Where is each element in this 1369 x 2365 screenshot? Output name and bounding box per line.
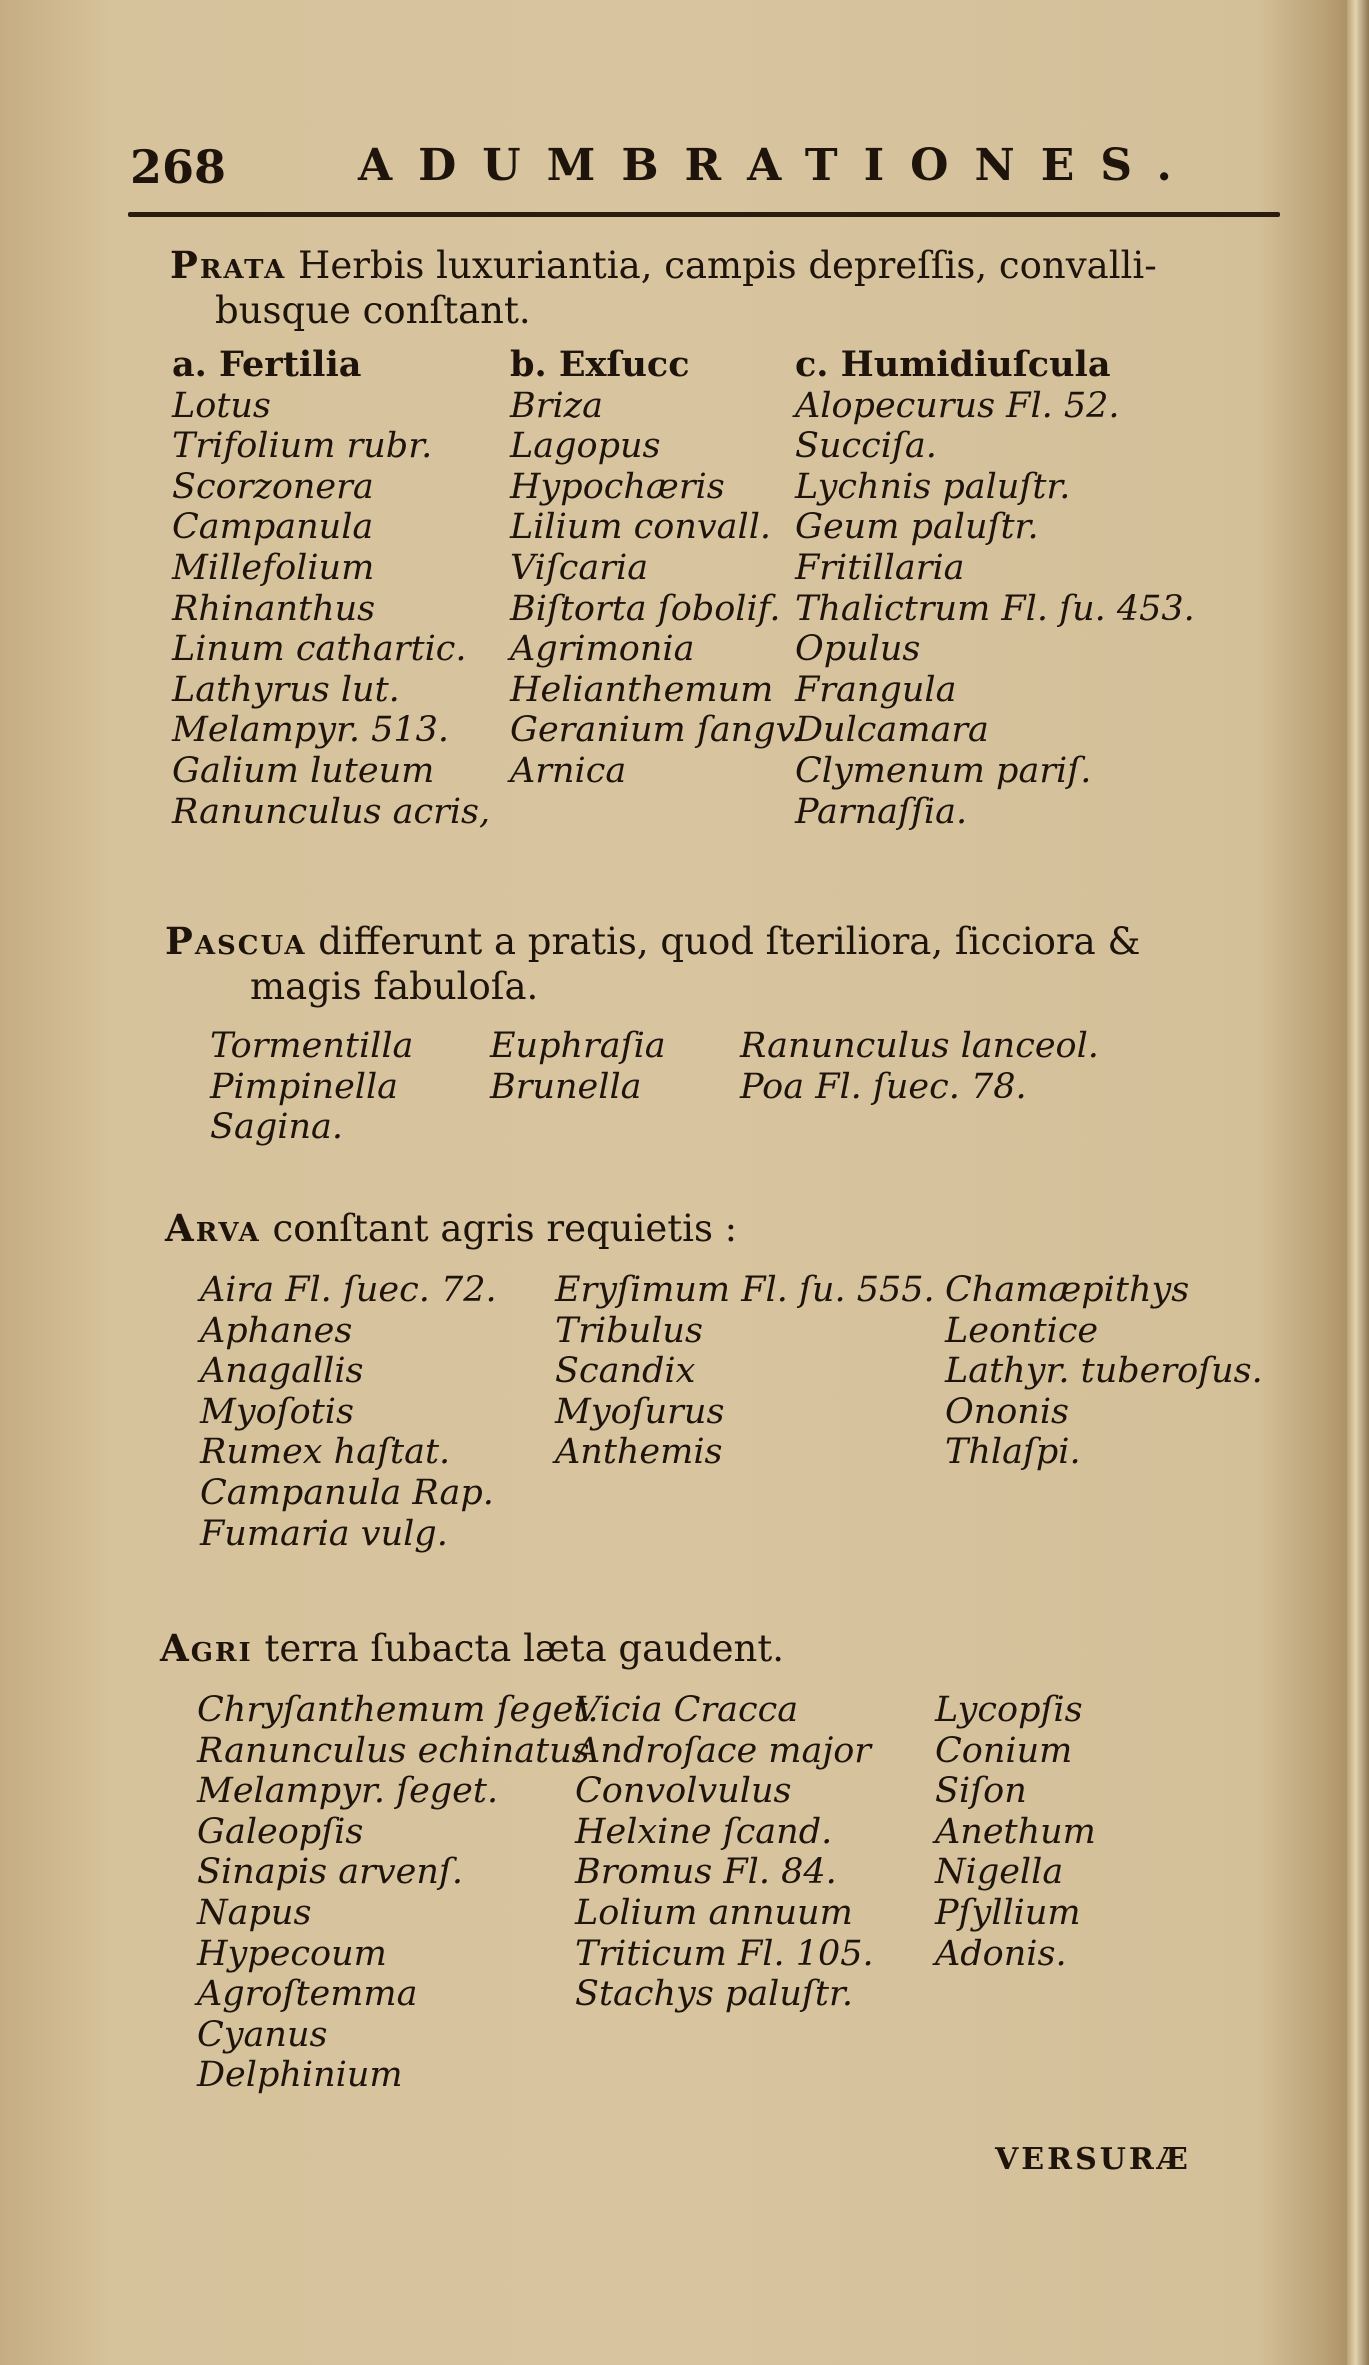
pascua-column-a (210, 1026, 413, 1148)
pascua-column-b (490, 1026, 666, 1107)
list-item: Aphanes (200, 1310, 353, 1351)
list-item: Geranium ſangv. (510, 710, 803, 751)
list-item: Geum paluſtr. (795, 507, 1039, 548)
list-item: Agrimonia (510, 629, 695, 670)
list-item: Parnaſſia. (795, 791, 968, 832)
list-item: Lotus (172, 385, 271, 426)
list-item: Hypecoum (197, 1933, 387, 1974)
list-item: Sagina. (210, 1107, 343, 1148)
list-item: Clymenum pariſ. (795, 750, 1092, 791)
list-item: Alopecurus Fl. 52. (795, 385, 1120, 426)
list-item: Lychnis paluſtr. (795, 466, 1071, 507)
list-item: Melampyr. 513. (172, 710, 450, 751)
running-title: ADUMBRATIONES. (358, 140, 1198, 191)
list-item: Opulus (795, 629, 921, 670)
header-rule (128, 212, 1280, 217)
list-item: Euphraſia (490, 1026, 666, 1066)
list-item: Pimpinella (210, 1066, 399, 1107)
prata-column-a (172, 345, 490, 832)
prata-column-c (795, 345, 1195, 832)
prata-text-line1: Herbis luxuriantia, campis depreſſis, convalli- (298, 244, 1157, 287)
list-item: Helxine ſcand. (575, 1811, 833, 1852)
list-item: Siſon (935, 1771, 1027, 1812)
list-item: Thalictrum Fl. ſu. 453. (795, 588, 1195, 629)
list-item: Rumex haſtat. (200, 1432, 451, 1473)
list-item: Conium (935, 1730, 1073, 1771)
list-item: Androſace major (575, 1730, 871, 1771)
arva-column-a (200, 1270, 497, 1554)
arva-column-b (555, 1270, 935, 1473)
list-item: Tormentilla (210, 1026, 414, 1066)
list-item: Brunella (490, 1066, 642, 1107)
agri-column-c (935, 1690, 1096, 1974)
list-item: Myoſotis (200, 1391, 354, 1432)
page-header (0, 140, 1369, 200)
list-item: Ranunculus lanceol. (740, 1026, 1099, 1066)
agri-lead: Agri (160, 1626, 253, 1670)
list-item: Fritillaria (795, 547, 965, 588)
list-item: Linum cathartic. (172, 629, 467, 670)
list-item: Rhinanthus (172, 588, 376, 629)
list-item: Stachys paluſtr. (575, 1974, 853, 2015)
list-item: Ranunculus acris, (172, 791, 491, 832)
pascua-paragraph (165, 918, 1140, 965)
list-item: Napus (197, 1892, 312, 1933)
list-item: Lathyr. tuberoſus. (945, 1351, 1263, 1392)
list-item: Bromus Fl. 84. (575, 1852, 837, 1893)
arva-text-line1: conſtant agris requietis : (272, 1207, 738, 1250)
list-item: b. Exſucc (510, 344, 690, 385)
list-item: Delphinium (197, 2055, 403, 2096)
list-item: Adonis. (935, 1933, 1067, 1974)
agri-text-line1: terra ſubacta læta gaudent. (264, 1627, 785, 1670)
list-item: Eryſimum Fl. ſu. 555. (555, 1270, 935, 1310)
list-item: Lagopus (510, 426, 661, 467)
list-item: Thlaſpi. (945, 1432, 1081, 1473)
list-item: Dulcamara (795, 710, 989, 751)
list-item: Sinapis arvenſ. (197, 1852, 463, 1893)
list-item: a. Fertilia (172, 344, 362, 385)
list-item: Campanula Rap. (200, 1472, 494, 1513)
page-number: 268 (130, 140, 227, 194)
list-item: Cyanus (197, 2014, 328, 2055)
pascua-lead: Pascua (165, 919, 307, 963)
list-item: Leontice (945, 1310, 1099, 1351)
prata-column-b (510, 345, 802, 792)
list-item: Convolvulus (575, 1771, 792, 1812)
list-item: Tribulus (555, 1310, 703, 1351)
list-item: Helianthemum (510, 669, 774, 710)
list-item: Melampyr. ſeget. (197, 1771, 499, 1812)
list-item: Pſyllium (935, 1892, 1081, 1933)
list-item: Fumaria vulg. (200, 1513, 448, 1554)
pascua-text-line1: differunt a pratis, quod ſteriliora, ſicciora & (318, 920, 1141, 963)
catchword: VERSURÆ (995, 2142, 1191, 2177)
arva-paragraph (165, 1205, 737, 1252)
list-item: Scorzonera (172, 466, 374, 507)
list-item: Millefolium (172, 547, 375, 588)
list-item: Arnica (510, 750, 627, 791)
list-item: Galeopſis (197, 1811, 364, 1852)
agri-column-a (197, 1690, 599, 2096)
list-item: Vicia Cracca (575, 1690, 799, 1730)
arva-lead: Arva (165, 1206, 261, 1250)
list-item: Poa Fl. ſuec. 78. (740, 1066, 1027, 1107)
list-item: Lolium annuum (575, 1892, 853, 1933)
list-item: Ononis (945, 1391, 1070, 1432)
list-item: Agroſtemma (197, 1974, 418, 2015)
list-item: Aira Fl. ſuec. 72. (200, 1270, 497, 1310)
list-item: Trifolium rubr. (172, 426, 433, 467)
list-item: Lathyrus lut. (172, 669, 400, 710)
agri-paragraph (160, 1625, 784, 1672)
list-item: Triticum Fl. 105. (575, 1933, 874, 1974)
list-item: Nigella (935, 1852, 1064, 1893)
list-item: Campanula (172, 507, 374, 548)
pascua-text-line2: magis fabuloſa. (250, 965, 539, 1008)
list-item: Briza (510, 385, 603, 426)
list-item: Hypochæris (510, 466, 725, 507)
list-item: Lilium convall. (510, 507, 772, 548)
list-item: Succiſa. (795, 426, 937, 467)
prata-text-line2: busque conſtant. (215, 289, 531, 332)
list-item: Chamæpithys (945, 1270, 1190, 1310)
list-item: Ranunculus echinatus (197, 1730, 590, 1771)
list-item: Chryſanthemum ſeget. (197, 1690, 599, 1730)
list-item: Biſtorta ſobolif. (510, 588, 781, 629)
list-item: Scandix (555, 1351, 696, 1392)
list-item: Anagallis (200, 1351, 364, 1392)
prata-lead: Prata (170, 243, 287, 287)
list-item: Frangula (795, 669, 957, 710)
list-item: Viſcaria (510, 547, 649, 588)
arva-column-c (945, 1270, 1263, 1473)
list-item: Anethum (935, 1811, 1096, 1852)
list-item: Lycopſis (935, 1690, 1083, 1730)
list-item: Myoſurus (555, 1391, 725, 1432)
pascua-column-c (740, 1026, 1099, 1107)
agri-column-b (575, 1690, 874, 2015)
page-edge (1347, 0, 1369, 2365)
list-item: c. Humidiuſcula (795, 344, 1111, 385)
list-item: Galium luteum (172, 750, 435, 791)
list-item: Anthemis (555, 1432, 723, 1473)
prata-paragraph (170, 242, 1157, 289)
